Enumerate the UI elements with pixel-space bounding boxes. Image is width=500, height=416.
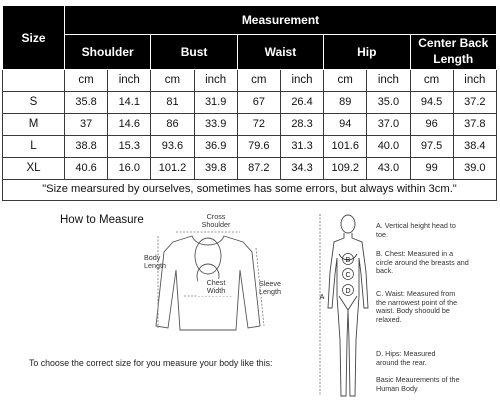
value-cell: 39.0	[453, 158, 496, 180]
body-measurements-footer: Basic Meaurements of the Human Body	[376, 375, 460, 393]
hip-line	[339, 296, 357, 310]
note-b: B. Chest: Measured in a circle around the breasts and back.	[376, 249, 469, 276]
value-cell: 37.0	[367, 114, 410, 136]
value-cell: 31.3	[280, 136, 323, 158]
unit-cell: inch	[194, 70, 237, 92]
head-outline	[341, 215, 355, 233]
note-c: C. Waist: Measured from the narrowest point of the waist. Body shoould be relaxed.	[376, 289, 458, 324]
size-note: "Size mearsured by ourselves, sometimes has some errors, but always within 3cm."	[3, 180, 497, 201]
value-cell: 101.2	[151, 158, 194, 180]
unit-cell: inch	[280, 70, 323, 92]
value-cell: 35.8	[65, 92, 108, 114]
value-cell: 38.8	[65, 136, 108, 158]
sleeve-length-label: Sleeve Length	[259, 279, 281, 297]
marker-a: A	[319, 294, 325, 301]
value-cell: 35.0	[367, 92, 410, 114]
value-cell: 28.3	[280, 114, 323, 136]
human-body-diagram	[310, 210, 376, 408]
marker-b: B	[345, 257, 351, 264]
body-length-label: Body Length	[144, 253, 166, 271]
value-cell: 26.4	[280, 92, 323, 114]
unit-spacer	[3, 70, 65, 92]
measurement-header: Measurement	[65, 6, 497, 35]
value-cell: 14.1	[108, 92, 151, 114]
cross-shoulder-label: Cross Shoulder	[201, 212, 231, 230]
center-back-length-header: Center Back Length	[410, 35, 497, 70]
table-row	[3, 158, 497, 180]
value-cell: 109.2	[324, 158, 367, 180]
value-cell: 33.9	[194, 114, 237, 136]
value-cell: 38.4	[453, 136, 496, 158]
value-cell: 67	[237, 92, 280, 114]
shoulder-header: Shoulder	[65, 35, 151, 70]
value-cell: 37	[65, 114, 108, 136]
hip-header: Hip	[324, 35, 410, 70]
value-cell: 43.0	[367, 158, 410, 180]
value-cell: 94.5	[410, 92, 453, 114]
value-cell: 37.2	[453, 92, 496, 114]
value-cell: 15.3	[108, 136, 151, 158]
unit-cell: cm	[237, 70, 280, 92]
bust-header: Bust	[151, 35, 237, 70]
value-cell: 96	[410, 114, 453, 136]
value-cell: 99	[410, 158, 453, 180]
value-cell: 40.0	[367, 136, 410, 158]
value-cell: 81	[151, 92, 194, 114]
value-cell: 37.8	[453, 114, 496, 136]
size-chart-table	[2, 5, 497, 201]
value-cell: 36.9	[194, 136, 237, 158]
value-cell: 101.6	[324, 136, 367, 158]
size-cell: L	[3, 136, 65, 158]
choose-size-instruction: To choose the correct size for you measure your body like this:	[29, 358, 273, 368]
value-cell: 34.3	[280, 158, 323, 180]
value-cell: 86	[151, 114, 194, 136]
value-cell: 16.0	[108, 158, 151, 180]
marker-c: C	[345, 272, 351, 279]
size-cell: XL	[3, 158, 65, 180]
note-a: A. Vertical height head to toe.	[376, 221, 456, 239]
table-row	[3, 114, 497, 136]
chest-width-label: Chest Width	[198, 279, 234, 296]
value-cell: 97.5	[410, 136, 453, 158]
value-cell: 89	[324, 92, 367, 114]
unit-cell: inch	[108, 70, 151, 92]
marker-d: D	[345, 288, 351, 295]
table-row	[3, 92, 497, 114]
unit-cell: inch	[453, 70, 496, 92]
unit-cell: cm	[151, 70, 194, 92]
unit-cell: cm	[65, 70, 108, 92]
value-cell: 14.6	[108, 114, 151, 136]
waist-header: Waist	[237, 35, 323, 70]
value-cell: 40.6	[65, 158, 108, 180]
value-cell: 94	[324, 114, 367, 136]
size-header: Size	[3, 6, 65, 70]
note-d: D. Hips: Measured around the rear.	[376, 349, 436, 367]
value-cell: 87.2	[237, 158, 280, 180]
value-cell: 79.6	[237, 136, 280, 158]
value-cell: 93.6	[151, 136, 194, 158]
value-cell: 72	[237, 114, 280, 136]
unit-cell: cm	[324, 70, 367, 92]
value-cell: 39.8	[194, 158, 237, 180]
how-to-measure-title: How to Measure	[60, 214, 144, 226]
size-cell: M	[3, 114, 65, 136]
unit-cell: inch	[367, 70, 410, 92]
value-cell: 31.9	[194, 92, 237, 114]
size-cell: S	[3, 92, 65, 114]
table-row	[3, 136, 497, 158]
unit-cell: cm	[410, 70, 453, 92]
